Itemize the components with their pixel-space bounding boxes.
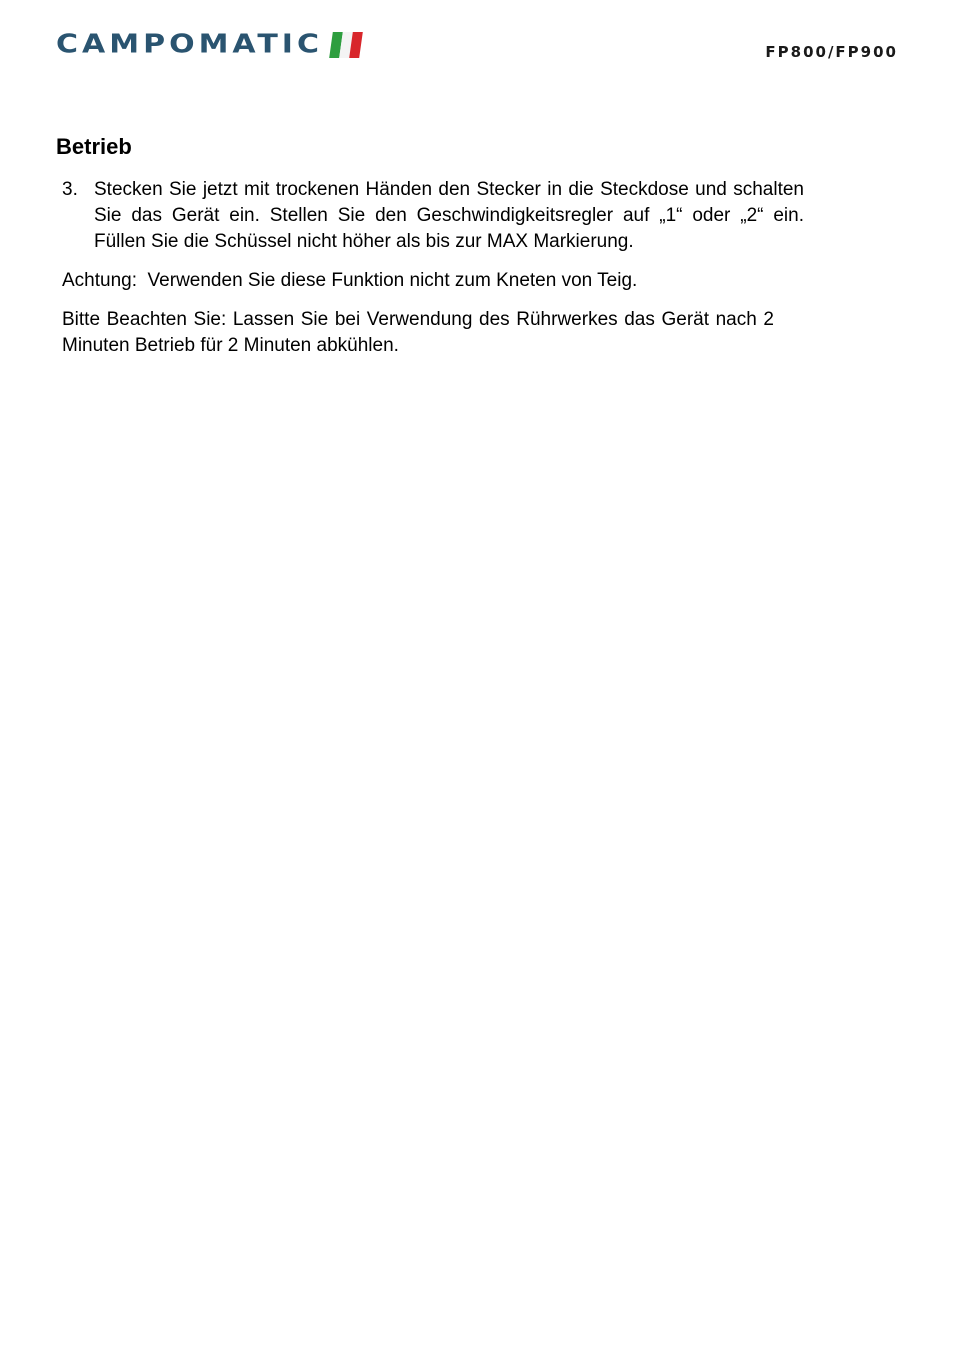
note-text: Bitte Beachten Sie: Lassen Sie bei Verwendung des Rührwerkes das Gerät nach 2 Minuten Betrieb für 2 Minuten abkühlen. [62, 309, 774, 356]
section-title: Betrieb [56, 134, 132, 159]
campomatic-logo [56, 30, 361, 60]
warning-text: Achtung: Verwenden Sie diese Funktion nicht zum Kneten von Teig. [62, 270, 638, 291]
italian-flag-icon [329, 32, 363, 58]
step-item [62, 177, 804, 255]
model-number: FP800/FP900 [765, 43, 898, 61]
brand-name: CAMPOMATIC [56, 29, 323, 60]
instructions-body [62, 177, 804, 372]
flag-red-stripe [349, 32, 363, 58]
step-text: Stecken Sie jetzt mit trockenen Händen den Stecker in die Steckdose und schalten Sie das Gerät ein. Stellen Sie den Geschwindigkeitsregler auf „1“ oder „2“ ein. Füllen Sie die Schüssel nicht höher als bis zur MAX Markierung. [94, 179, 804, 252]
step-number: 3. [62, 179, 78, 200]
